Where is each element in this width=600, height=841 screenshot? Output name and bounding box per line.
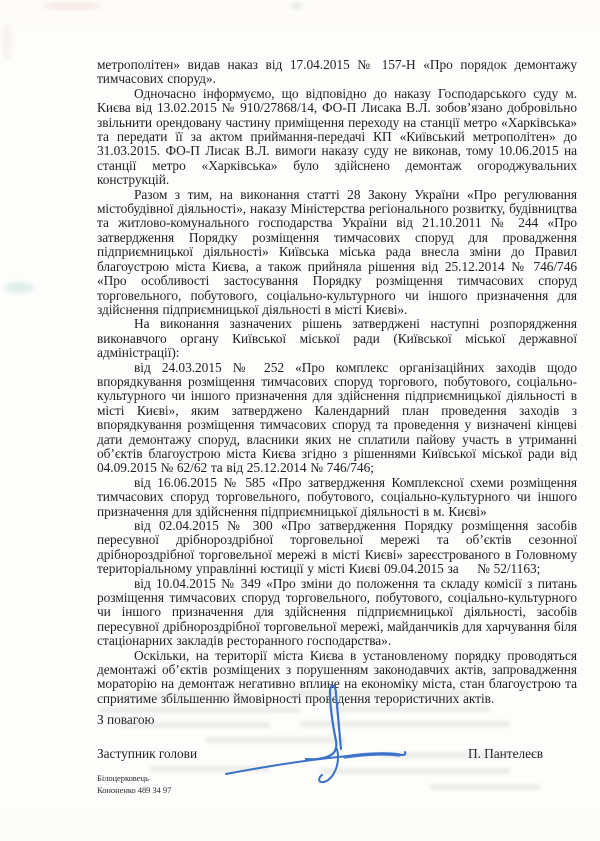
- body-paragraph: На виконання зазначених рішень затверджені наступні розпорядження виконавчого органу Київської міської ради (Київської міської державної адміністрації):: [97, 316, 577, 361]
- scan-smudge-top: [42, 2, 102, 10]
- scan-speck: [292, 3, 301, 9]
- signer-title: Заступник голови: [97, 745, 198, 761]
- signer-name: П. Пантелеєв: [467, 745, 543, 761]
- body-paragraph: Разом з тим, на виконання статті 28 Закону України «Про регулювання містобудівної діяльності», наказу Міністерства регіонального розвитку, будівництва та житлово-комунального господарства України від 21.10.2011 № 244 «Про затвердження Порядку розміщення тимчасових споруд для провадження підприємницької діяльності» Київська міська рада внесла зміни до Правил благоустрою міста Києва, а також прийняла рішення від 25.12.2014 № 746/746 «Про особливості застосування Порядку розміщення тимчасових споруд торговельного, побутового, соціально-культурного чи іншого призначення для здійснення підприємницької діяльності в місті Києві».: [97, 186, 577, 317]
- signature-block: [97, 747, 577, 761]
- letter-body: [97, 58, 577, 796]
- closing-salutation: З повагою: [97, 712, 155, 728]
- body-paragraph: від 16.06.2015 № 585 «Про затвердження Комплексної схеми розміщення тимчасових споруд торговельного, побутового, соціально-культурного чи іншого призначення для здійснення підприємницької діяльності в м. Києві»: [97, 474, 577, 519]
- executor-footer: [97, 772, 577, 796]
- scan-smudge-left-top: [2, 22, 12, 62]
- executor-name: Білоцерковець: [97, 773, 149, 784]
- body-paragraph: від 24.03.2015 № 252 «Про комплекс організаційних заходів щодо впорядкування розміщення тимчасових споруд торгового, побутового, соціально-культурного чи іншого призначення для здійснення підприємницької діяльності в місті Києві», яким затверджено Календарний план проведення заходів з впорядкування розміщення тимчасових споруд та проведення у визначені кінцеві дати демонтажу споруд, власники яких не сплатили пайову участь в утриманні об’єктів благоустрою міста Києва згідно з рішеннями Київської міської ради від 04.09.2015 № 62/62 та від 25.12.2014 № 746/746;: [97, 359, 577, 476]
- body-paragraph: Оскільки, на території міста Києва в установленому порядку проводяться демонтажі об’єктів розміщених з порушенням законодавчих актів, запровадження мораторію на демонтаж негативно вплине на економіку міста, стан благоустрою та сприятиме збільшенню ймовірності проведення терористичних актів.: [97, 647, 577, 706]
- body-paragraph: від 02.04.2015 № 300 «Про затвердження Порядку розміщення засобів пересувної дрібнороздрібної торговельної мережі та об’єктів сезонної дрібнороздрібної торговельної мережі в місті Києві» зареєстрованого в Головному територіальному управлінні юстиції у місті Києві 09.04.2015 за № 52/1163;: [97, 518, 577, 577]
- body-paragraph: Одночасно інформуємо, що відповідно до наказу Господарського суду м. Києва від 13.02.2015 № 910/27868/14, ФО-П Лисака В.Л. зобов’язано добровільно звільнити орендовану частину приміщення переходу на станції метро «Харківська» та передати її за актом приймання-передачі КП «Київський метрополітен» до 31.03.2015. ФО-П Лисак В.Л. вимоги наказу суду не виконав, тому 10.06.2015 на станції метро «Харківська» було здійснено демонтаж огороджувальних конструкцій.: [97, 85, 577, 188]
- body-paragraph: метрополітен» видав наказ від 17.04.2015 № 157-Н «Про порядок демонтажу тимчасових споруд».: [97, 57, 577, 87]
- scan-smudge-left: [4, 282, 34, 293]
- body-paragraph: від 10.04.2015 № 349 «Про зміни до положення та складу комісії з питань розміщення тимчасових споруд торговельного, побутового, соціально-культурного чи іншого призначення для здійснення підприємницької діяльності, засобів пересувної дрібнороздрібної торговельної мережі, майданчиків для харчування біля стаціонарних закладів ресторанного господарства».: [97, 575, 577, 649]
- executor-phone: Кононенко 489 34 97: [97, 785, 172, 796]
